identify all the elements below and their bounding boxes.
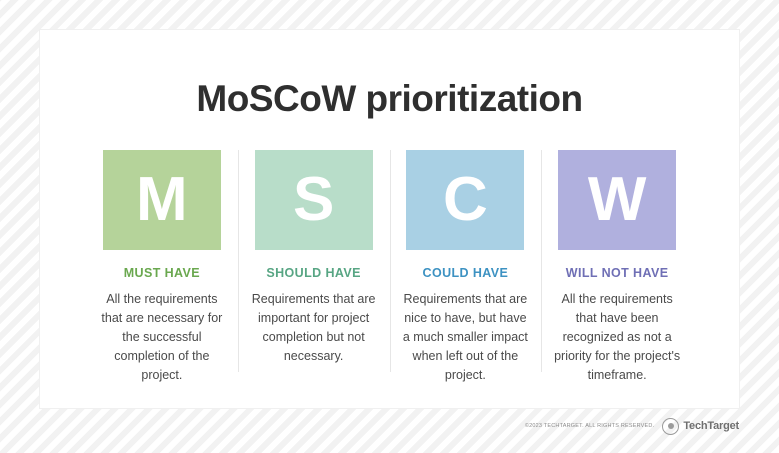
category-label-could: COULD HAVE [422,266,509,280]
logo-text: TechTarget [683,420,739,432]
moscow-column-could [390,150,542,385]
category-description-could: Requirements that are nice to have, but have a much smaller impact when left out of the project. [402,292,528,382]
moscow-column-must [86,150,238,385]
letter-swatch-must [103,150,221,250]
category-description-should: Requirements that are important for project completion but not necessary. [251,292,376,363]
category-label-must: MUST HAVE [123,266,201,280]
letter-glyph-w: W [587,165,647,234]
letter-swatch-should [255,150,373,250]
copyright-text: ©2023 TECHTARGET. ALL RIGHTS RESERVED. [524,423,655,429]
page-title: MoSCoW prioritization [196,78,583,119]
moscow-columns [40,150,739,385]
category-label-should: SHOULD HAVE [266,266,361,280]
category-description-will-not: All the requirements that have been recognized as not a priority for the project's timeframe. [554,292,681,382]
letter-glyph-s: S [292,165,335,234]
footer [40,411,739,441]
letter-glyph-m: M [136,165,188,234]
letter-swatch-will-not [558,150,676,250]
category-description-must: All the requirements that are necessary for the successful completion of the project. [101,292,223,382]
eye-icon [662,418,679,435]
diagram-card [40,30,739,408]
moscow-column-should [238,150,390,366]
letter-glyph-c: C [442,165,488,234]
category-label-will-not: WILL NOT HAVE [565,266,669,280]
techtarget-logo [662,418,739,435]
moscow-column-will-not [541,150,693,385]
letter-swatch-could [406,150,524,250]
